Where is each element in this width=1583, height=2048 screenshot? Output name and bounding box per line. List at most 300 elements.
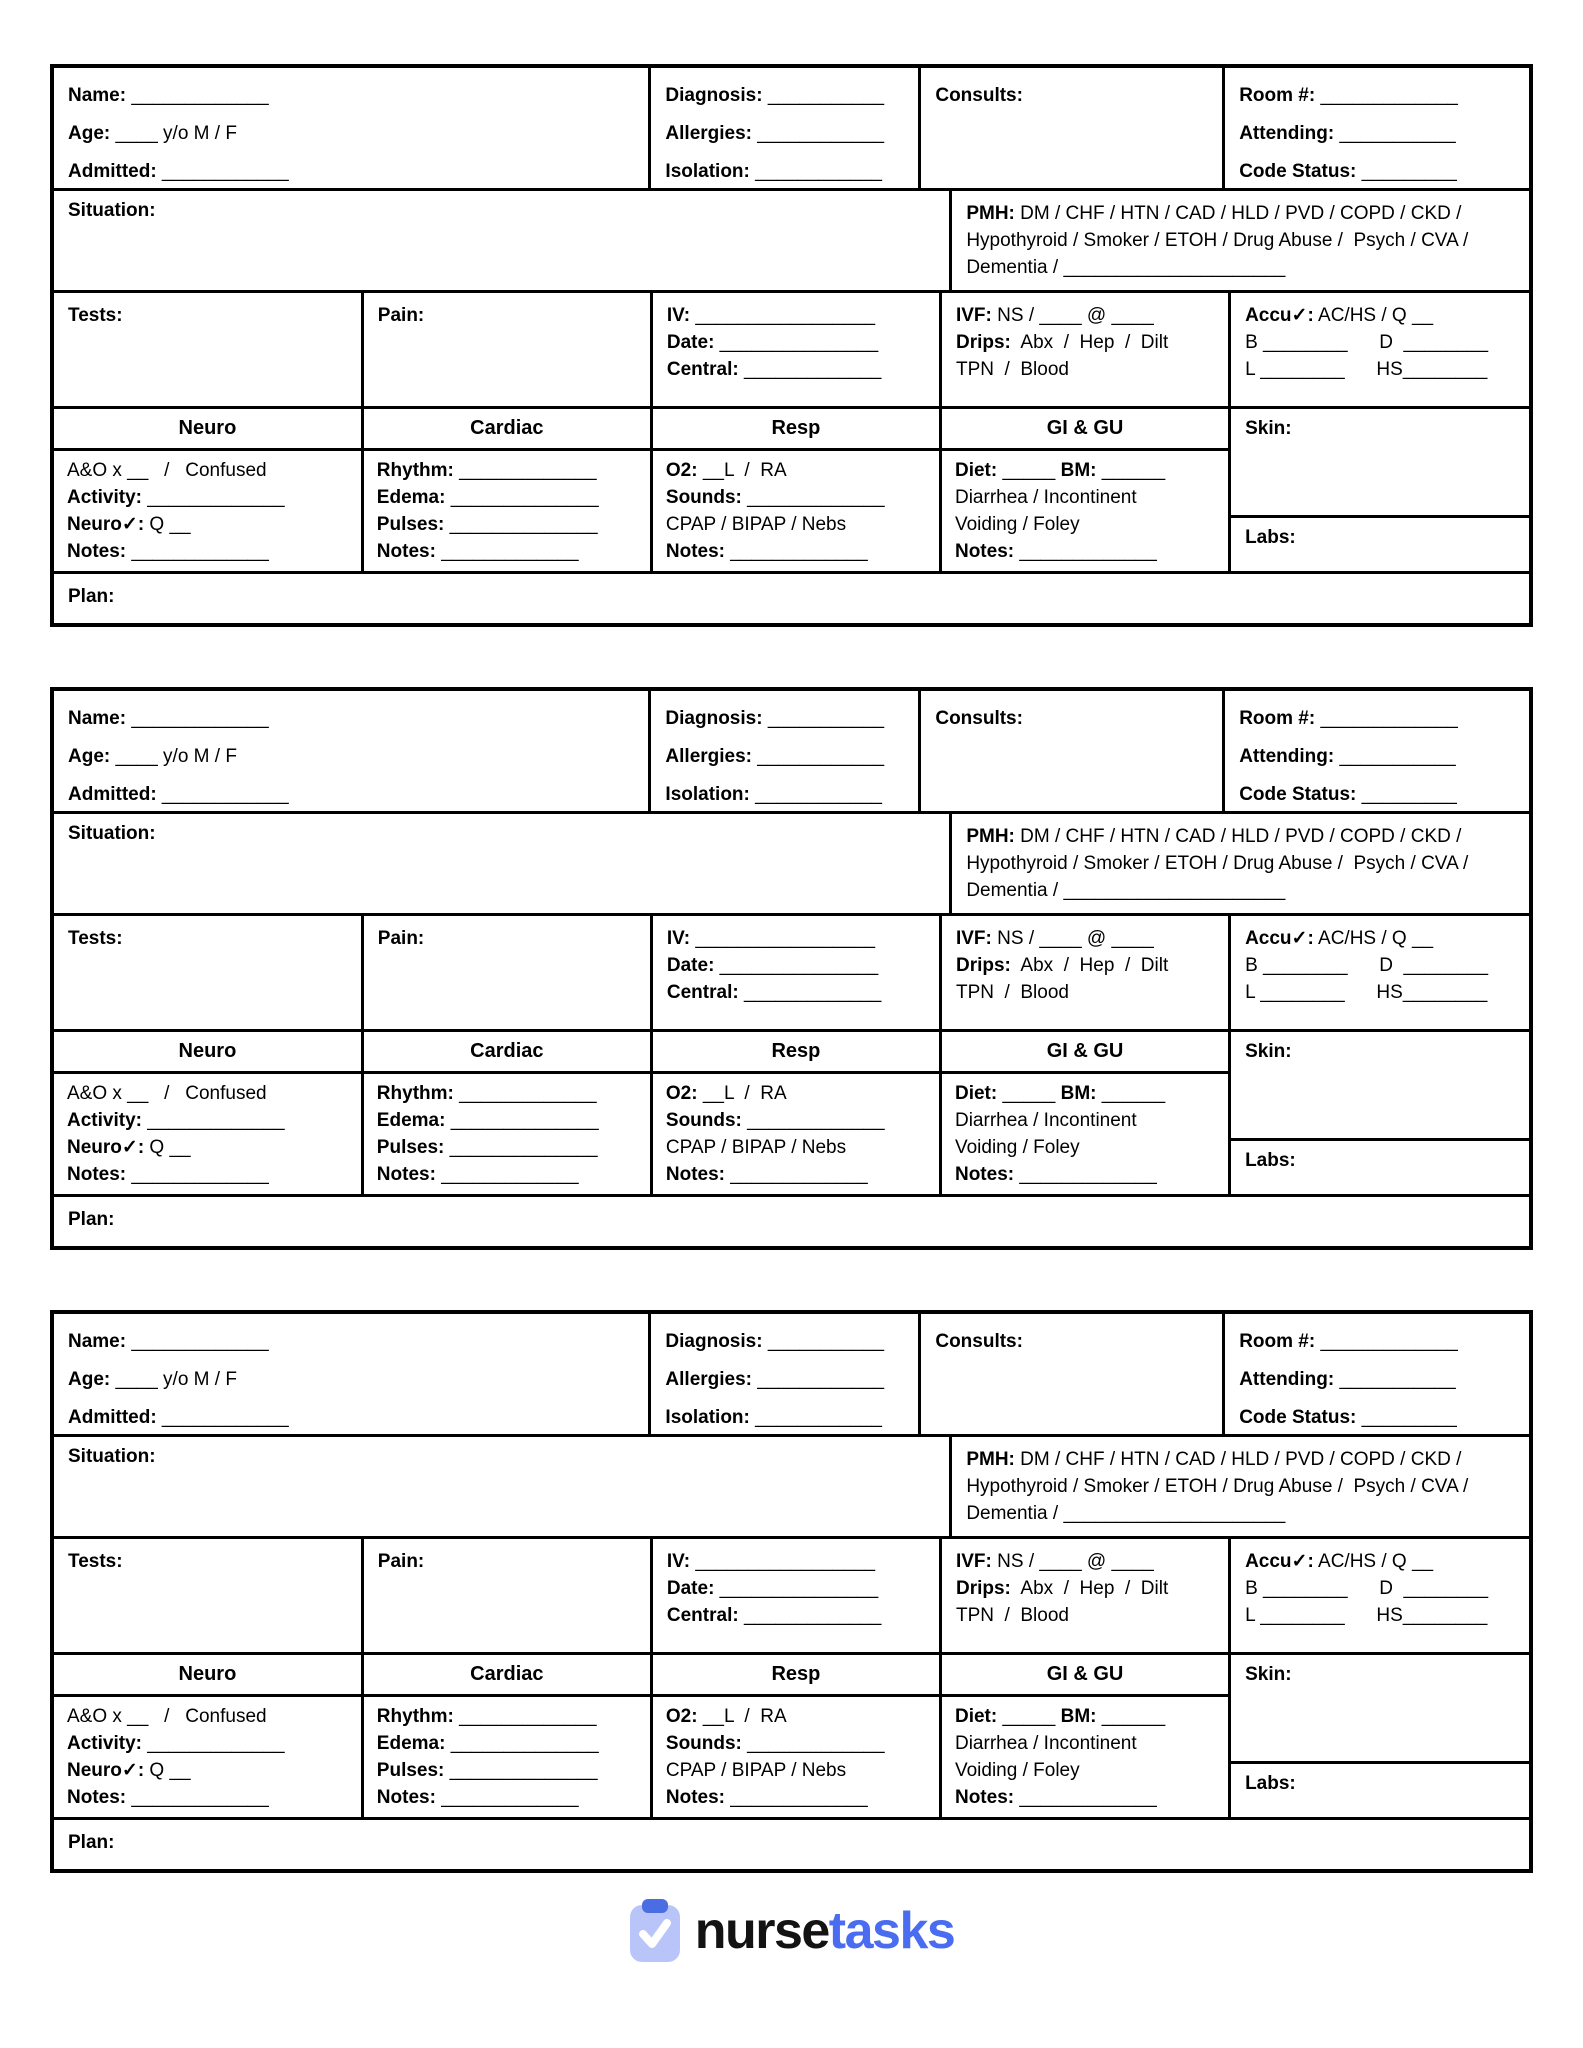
code-status-field (1239, 1399, 1515, 1434)
field-label: Admitted: (68, 161, 157, 182)
field-label: Consults: (935, 708, 1023, 729)
tests-field (68, 302, 347, 329)
voiding-field (955, 1757, 1215, 1784)
tests-cell (54, 293, 361, 406)
field-label: Edema: (376, 1733, 446, 1754)
field-label: Notes: (954, 1164, 1015, 1185)
field-label: Consults: (935, 1331, 1023, 1352)
gigu-body (942, 451, 1228, 571)
accucheck-l-hs-line (1245, 1602, 1515, 1629)
field-blank: ______________ (445, 1733, 599, 1754)
pmh-options: DM / CHF / HTN / CAD / HLD / PVD / COPD / CKD / (1014, 203, 1462, 224)
field-label: Central: (666, 1605, 739, 1626)
skin-labs-column (1228, 409, 1529, 571)
field-label: Neuro✓: (67, 1137, 145, 1158)
field-blank: ____________ (752, 746, 885, 767)
field-label: Date: (666, 332, 715, 353)
consults-cell (918, 1314, 1222, 1434)
field-label: Notes: (67, 1164, 127, 1185)
field-label: Admitted: (68, 1407, 157, 1428)
name-field (68, 700, 634, 738)
field-options: Voiding / Foley (954, 1137, 1080, 1158)
field-blank: NS / ____ @ ____ (991, 1551, 1154, 1572)
field-label: Pain: (377, 928, 425, 949)
orientation-field (67, 1703, 348, 1730)
field-blank: _____________ (453, 1706, 597, 1727)
diarrhea-field (955, 484, 1215, 511)
field-label: Attending: (1239, 1369, 1335, 1390)
patient-report-card (50, 687, 1533, 1250)
pain-cell (361, 1539, 650, 1652)
neuro-body (54, 1074, 361, 1194)
field-label: Isolation: (665, 1407, 750, 1428)
field-blank: _______________ (714, 332, 879, 353)
pmh-line-3 (966, 1500, 1515, 1527)
field-options: A&O x __ / Confused (67, 1706, 267, 1727)
field-label: PMH: (966, 203, 1015, 224)
sounds-field (666, 1730, 926, 1757)
field-label: PMH: (966, 1449, 1015, 1470)
tests-field (68, 1548, 347, 1575)
field-blank: _____________ (126, 708, 269, 729)
field-label: Notes: (954, 1787, 1015, 1808)
field-label: Isolation: (665, 161, 750, 182)
field-label: Central: (666, 359, 739, 380)
field-label: Labs: (1245, 527, 1296, 548)
field-blank: Q __ (144, 514, 191, 535)
room-number-field (1239, 77, 1515, 115)
clipboard-check-icon (629, 1899, 681, 1963)
situation-cell (54, 814, 949, 913)
skin-labs-column (1228, 1032, 1529, 1194)
diagnosis-cell (648, 1314, 918, 1434)
field-blank: _____ (997, 1083, 1061, 1104)
activity-field (67, 1730, 348, 1757)
field-label: O2: (665, 460, 698, 481)
cardiac-notes-field (377, 538, 637, 565)
pmh-line-1 (966, 1446, 1515, 1473)
consults-field (935, 1323, 1208, 1361)
diagnosis-field (665, 1323, 904, 1361)
field-blank: _____________ (1315, 85, 1458, 106)
tests-cell (54, 916, 361, 1029)
room-info-cell (1222, 1314, 1529, 1434)
iv-access-cell (650, 1539, 939, 1652)
code-status-field (1239, 153, 1515, 188)
neuro-column (54, 1032, 361, 1194)
field-label: Pulses: (376, 1137, 445, 1158)
field-blank: _____ (997, 1706, 1061, 1727)
field-label: Central: (666, 982, 739, 1003)
neuro-body (54, 451, 361, 571)
field-label: Pulses: (376, 514, 445, 535)
field-label: Activity: (67, 1733, 142, 1754)
pmh-options: Dementia / _____________________ (966, 1503, 1286, 1524)
field-label: Activity: (67, 1110, 142, 1131)
field-label: Consults: (935, 85, 1023, 106)
pulses-field (377, 1134, 637, 1161)
field-label: Notes: (376, 1787, 436, 1808)
sounds-field (666, 1107, 926, 1134)
field-label: Sounds: (665, 487, 742, 508)
patient-identity-cell (54, 68, 648, 188)
neuro-column (54, 1655, 361, 1817)
admitted-field (68, 1399, 634, 1434)
name-field (68, 77, 634, 115)
field-label: Notes: (665, 1164, 726, 1185)
neuro-notes-field (67, 1784, 348, 1811)
cardiac-body (364, 1074, 650, 1194)
cardiac-notes-field (377, 1784, 637, 1811)
field-label: Pulses: (376, 1760, 445, 1781)
gigu-header: GI & GU (942, 409, 1228, 451)
field-blank: _____________ (126, 1787, 269, 1808)
neuro-notes-field (67, 1161, 348, 1188)
resp-notes-field (666, 1161, 926, 1188)
neuro-check-field (67, 511, 348, 538)
field-options: Diarrhea / Incontinent (954, 1110, 1137, 1131)
field-blank: _____________ (141, 487, 285, 508)
field-label: Notes: (665, 541, 726, 562)
field-blank: B ________ D ________ (1245, 1578, 1489, 1599)
resp-body (653, 1697, 939, 1817)
field-blank: NS / ____ @ ____ (991, 928, 1154, 949)
field-options: TPN / Blood (955, 982, 1069, 1003)
field-blank: ______ (1096, 460, 1166, 481)
field-label: Pain: (377, 305, 425, 326)
plan-row (54, 1194, 1529, 1246)
field-label: Sounds: (665, 1110, 742, 1131)
pmh-options: Dementia / _____________________ (966, 257, 1286, 278)
field-blank: _____________ (126, 1164, 269, 1185)
neuro-column (54, 409, 361, 571)
cardiac-column (361, 1655, 650, 1817)
field-blank: _____________ (1014, 1164, 1157, 1185)
field-blank: ___________ (1334, 746, 1456, 767)
cardiac-header: Cardiac (364, 1032, 650, 1074)
field-label: Tests: (68, 1551, 123, 1572)
diagnosis-field (665, 700, 904, 738)
pain-cell (361, 293, 650, 406)
drips-options: Abx / Hep / Dilt (1010, 955, 1169, 976)
field-blank: _____________ (435, 1164, 579, 1185)
voiding-field (955, 1134, 1215, 1161)
age-field (68, 1361, 634, 1399)
plan-field (68, 1206, 1515, 1233)
consults-field (935, 77, 1208, 115)
field-label: Sounds: (665, 1733, 742, 1754)
field-options: TPN / Blood (955, 359, 1069, 380)
field-label: Room #: (1239, 1331, 1316, 1352)
consults-cell (918, 68, 1222, 188)
field-blank: __L / RA (697, 460, 787, 481)
cardiac-body (364, 451, 650, 571)
accucheck-l-hs-line (1245, 979, 1515, 1006)
plan-row (54, 1817, 1529, 1869)
neuro-header: Neuro (54, 409, 361, 451)
pmh-line-2 (966, 850, 1515, 877)
cpap-field (666, 1757, 926, 1784)
field-blank: AC/HS / Q __ (1313, 928, 1434, 949)
field-label: Age: (68, 123, 111, 144)
isolation-field (665, 153, 904, 188)
field-blank: _____ (997, 460, 1061, 481)
field-blank: _____________ (126, 1331, 269, 1352)
field-blank: ___________ (762, 708, 885, 729)
plan-field (68, 583, 1515, 610)
logo-wordmark (694, 1902, 955, 1960)
field-label: Attending: (1239, 123, 1335, 144)
edema-field (377, 484, 637, 511)
gigu-column (939, 1655, 1228, 1817)
field-blank: NS / ____ @ ____ (991, 305, 1154, 326)
demographics-row (54, 68, 1529, 188)
field-blank: _____________ (1014, 541, 1157, 562)
field-label: Age: (68, 1369, 111, 1390)
gigu-body (942, 1074, 1228, 1194)
gigu-notes-field (955, 1161, 1215, 1188)
situation-pmh-row (54, 811, 1529, 913)
field-blank: ____________ (156, 161, 289, 182)
field-label: Rhythm: (376, 460, 454, 481)
skin-labs-column (1228, 1655, 1529, 1817)
isolation-field (665, 776, 904, 811)
field-label: Notes: (67, 1787, 127, 1808)
field-label: Name: (68, 1331, 127, 1352)
field-label: Edema: (376, 1110, 446, 1131)
room-info-cell (1222, 691, 1529, 811)
field-blank: _________ (1356, 1407, 1457, 1428)
field-label: Code Status: (1239, 1407, 1357, 1428)
pain-field (378, 1548, 636, 1575)
field-blank: _________ (1356, 784, 1457, 805)
pmh-line-3 (966, 877, 1515, 904)
field-blank: ____________ (156, 1407, 289, 1428)
situation-cell (54, 1437, 949, 1536)
tpn-blood-field (956, 356, 1214, 383)
field-blank: _____________ (741, 1733, 885, 1754)
field-label: BM: (1060, 1083, 1097, 1104)
iv-central-field (667, 1602, 925, 1629)
patient-identity-cell (54, 1314, 648, 1434)
o2-field (666, 1703, 926, 1730)
tpn-blood-field (956, 979, 1214, 1006)
gigu-body (942, 1697, 1228, 1817)
field-blank: ____________ (752, 1369, 885, 1390)
field-label: Accu✓: (1245, 305, 1314, 326)
field-blank: ____________ (749, 784, 882, 805)
tests-field (68, 925, 347, 952)
situation-field (68, 200, 935, 222)
field-options: Voiding / Foley (954, 514, 1080, 535)
situation-field (68, 1446, 935, 1468)
field-label: O2: (665, 1706, 698, 1727)
iv-field (667, 302, 925, 329)
field-label: Plan: (68, 1209, 115, 1230)
gigu-header: GI & GU (942, 1032, 1228, 1074)
field-blank: _____________ (435, 1787, 579, 1808)
field-label: Attending: (1239, 746, 1335, 767)
ivf-drips-cell (939, 293, 1228, 406)
field-options: TPN / Blood (955, 1605, 1069, 1626)
field-label: Allergies: (665, 746, 753, 767)
diagnosis-cell (648, 691, 918, 811)
resp-notes-field (666, 538, 926, 565)
field-label: Plan: (68, 586, 115, 607)
logo-text-tasks: tasks (828, 1902, 955, 1960)
field-blank: _____________ (453, 460, 597, 481)
field-label: Notes: (665, 1787, 726, 1808)
field-blank: _____________ (741, 487, 885, 508)
field-blank: ______ (1096, 1083, 1166, 1104)
field-blank: B ________ D ________ (1245, 332, 1489, 353)
pmh-line-2 (966, 1473, 1515, 1500)
ivf-field (956, 1548, 1214, 1575)
demographics-row (54, 691, 1529, 811)
field-blank: ___________ (1334, 123, 1456, 144)
plan-cell (54, 1820, 1529, 1869)
tests-iv-row (54, 290, 1529, 406)
field-blank: AC/HS / Q __ (1313, 305, 1434, 326)
cardiac-column (361, 409, 650, 571)
field-options: CPAP / BIPAP / Nebs (665, 1760, 847, 1781)
field-blank: ______________ (444, 1760, 598, 1781)
field-blank: Q __ (144, 1760, 191, 1781)
field-blank: _______________ (714, 955, 879, 976)
field-label: Activity: (67, 487, 142, 508)
room-info-cell (1222, 68, 1529, 188)
accucheck-field (1245, 302, 1515, 329)
field-blank: _____________ (725, 541, 868, 562)
field-label: Accu✓: (1245, 1551, 1314, 1572)
iv-date-field (667, 952, 925, 979)
admitted-field (68, 776, 634, 811)
field-blank: __L / RA (697, 1083, 787, 1104)
field-label: IVF: (955, 1551, 992, 1572)
field-blank: _________________ (690, 305, 876, 326)
resp-column (650, 1655, 939, 1817)
drips-options: Abx / Hep / Dilt (1010, 332, 1169, 353)
field-blank: _____________ (435, 541, 579, 562)
field-blank: _______________ (714, 1578, 879, 1599)
field-label: Diagnosis: (665, 85, 763, 106)
field-blank: ______________ (444, 1137, 598, 1158)
field-label: Neuro✓: (67, 514, 145, 535)
resp-header: Resp (653, 1655, 939, 1697)
assessment-row (54, 1029, 1529, 1194)
pmh-cell (949, 1437, 1529, 1536)
logo-text-nurse: nurse (694, 1902, 829, 1960)
pmh-options: DM / CHF / HTN / CAD / HLD / PVD / COPD / CKD / (1014, 1449, 1462, 1470)
field-blank: L ________ HS________ (1245, 1605, 1488, 1626)
field-blank: B ________ D ________ (1245, 955, 1489, 976)
field-label: Allergies: (665, 1369, 753, 1390)
field-blank: _________________ (690, 1551, 876, 1572)
assessment-row (54, 406, 1529, 571)
iv-date-field (667, 1575, 925, 1602)
field-label: BM: (1060, 1706, 1097, 1727)
diet-bm-field (955, 1703, 1215, 1730)
field-label: Labs: (1245, 1773, 1296, 1794)
name-field (68, 1323, 634, 1361)
field-label: Skin: (1245, 1041, 1292, 1062)
field-label: Code Status: (1239, 161, 1357, 182)
gigu-header: GI & GU (942, 1655, 1228, 1697)
tests-iv-row (54, 1536, 1529, 1652)
tests-cell (54, 1539, 361, 1652)
attending-field (1239, 115, 1515, 153)
field-label: Notes: (954, 541, 1015, 562)
accucheck-b-d-line (1245, 952, 1515, 979)
age-field (68, 115, 634, 153)
field-label: IV: (666, 305, 691, 326)
neuro-check-field (67, 1134, 348, 1161)
pulses-field (377, 511, 637, 538)
accucheck-b-d-line (1245, 1575, 1515, 1602)
field-label: Plan: (68, 1832, 115, 1853)
cardiac-body (364, 1697, 650, 1817)
cpap-field (666, 1134, 926, 1161)
field-label: Notes: (376, 1164, 436, 1185)
plan-field (68, 1829, 1515, 1856)
field-blank: ____________ (749, 161, 882, 182)
drips-field (956, 952, 1214, 979)
age-field (68, 738, 634, 776)
patient-report-card (50, 64, 1533, 627)
field-blank: _____________ (725, 1164, 868, 1185)
field-blank: AC/HS / Q __ (1313, 1551, 1434, 1572)
field-label: IVF: (955, 305, 992, 326)
field-blank: _____________ (738, 359, 882, 380)
drips-options: Abx / Hep / Dilt (1010, 1578, 1169, 1599)
allergies-field (665, 1361, 904, 1399)
field-blank: ____________ (749, 1407, 882, 1428)
field-label: Neuro✓: (67, 1760, 145, 1781)
neuro-body (54, 1697, 361, 1817)
cardiac-column (361, 1032, 650, 1194)
ivf-field (956, 925, 1214, 952)
field-options: CPAP / BIPAP / Nebs (665, 514, 847, 535)
resp-column (650, 409, 939, 571)
pmh-options: Hypothyroid / Smoker / ETOH / Drug Abuse / Psych / CVA / (966, 1476, 1469, 1497)
iv-central-field (667, 356, 925, 383)
diarrhea-field (955, 1107, 1215, 1134)
accucheck-cell (1228, 1539, 1529, 1652)
field-label: Code Status: (1239, 784, 1357, 805)
orientation-field (67, 1080, 348, 1107)
pmh-cell (949, 814, 1529, 913)
field-label: Drips: (955, 955, 1011, 976)
allergies-field (665, 115, 904, 153)
field-blank: _____________ (738, 1605, 882, 1626)
pain-field (378, 925, 636, 952)
skin-cell (1231, 409, 1529, 518)
iv-field (667, 1548, 925, 1575)
field-label: PMH: (966, 826, 1015, 847)
field-blank: _____________ (141, 1733, 285, 1754)
field-blank: _____________ (1315, 708, 1458, 729)
activity-field (67, 484, 348, 511)
orientation-field (67, 457, 348, 484)
accucheck-l-hs-line (1245, 356, 1515, 383)
room-number-field (1239, 1323, 1515, 1361)
pain-field (378, 302, 636, 329)
pulses-field (377, 1757, 637, 1784)
iv-access-cell (650, 293, 939, 406)
diet-bm-field (955, 457, 1215, 484)
resp-header: Resp (653, 1032, 939, 1074)
neuro-check-field (67, 1757, 348, 1784)
